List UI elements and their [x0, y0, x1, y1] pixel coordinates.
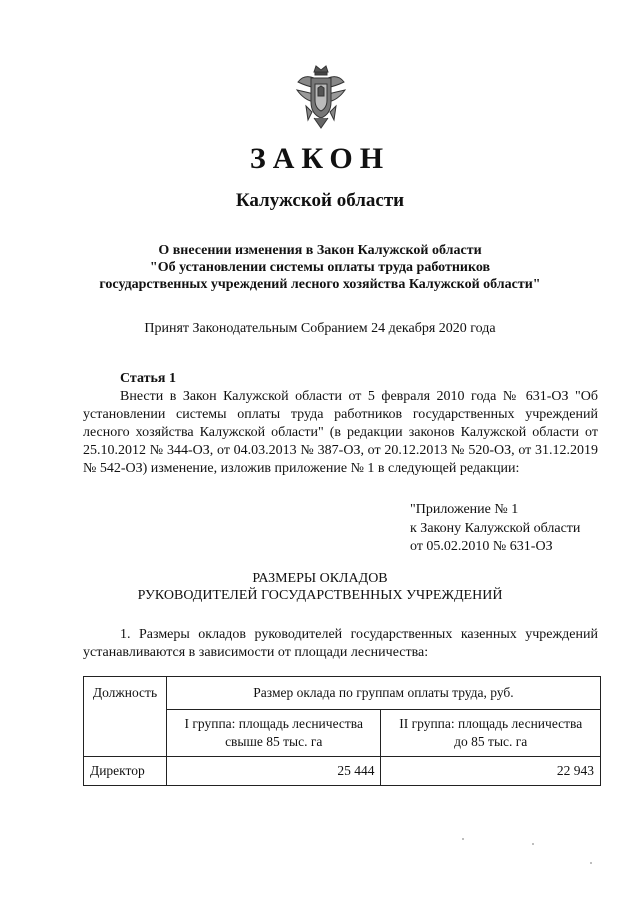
appendix-line: от 05.02.2010 № 631-ОЗ [410, 539, 553, 554]
header-group-1-line: I группа: площадь лесничества [184, 716, 363, 731]
header-group-1-line: свыше 85 тыс. га [225, 734, 323, 749]
scan-speck [532, 843, 534, 845]
sizes-heading-line: РУКОВОДИТЕЛЕЙ ГОСУДАРСТВЕННЫХ УЧРЕЖДЕНИЙ [137, 588, 503, 603]
header-salary: Размер оклада по группам оплаты труда, руб. [167, 677, 601, 710]
coat-of-arms-icon [294, 62, 348, 132]
table-header-row [84, 677, 601, 710]
document-subtitle: Калужской области [235, 190, 405, 211]
cell-position: Директор [84, 757, 167, 786]
appendix-reference [410, 501, 580, 557]
law-heading-line: "Об установлении системы оплаты труда работников [149, 260, 491, 275]
scan-speck [462, 838, 464, 840]
sizes-heading-line: РАЗМЕРЫ ОКЛАДОВ [252, 571, 388, 586]
document-title: ЗАКОН [249, 142, 391, 175]
adoption-statement: Принят Законодательным Собранием 24 декабря 2020 года [144, 321, 496, 336]
header-group-2-line: до 85 тыс. га [454, 734, 528, 749]
paragraph-1: 1. Размеры окладов руководителей государственных казенных учреждений устанавливаются в зависимости от площади лесничества: [83, 627, 598, 660]
law-heading-line: О внесении изменения в Закон Калужской области [158, 243, 482, 258]
sizes-heading [0, 570, 640, 604]
article-title: Статья 1 [120, 371, 176, 386]
article-text: Внести в Закон Калужской области от 5 февраля 2010 года № 631-ОЗ "Об установлении системы оплаты труда работников государственных учреждений лесного хозяйства Калужской области" (в редакции законов Калужской области от 25.10.2012 № 344-ОЗ, от 04.03.2013 № 387-ОЗ, от 20.12.2013 № 520-ОЗ, от 31.12.2019 № 542-ОЗ) изменение, изложив приложение № 1 в следующей редакции: [83, 389, 598, 476]
appendix-line: к Закону Калужской области [410, 520, 581, 536]
header-group-1 [167, 710, 381, 757]
header-group-2 [381, 710, 601, 757]
salary-table [83, 676, 601, 786]
law-heading [60, 242, 580, 293]
scan-speck [590, 862, 592, 864]
law-heading-line: государственных учреждений лесного хозяйства Калужской области" [99, 277, 541, 292]
header-group-2-line: II группа: площадь лесничества [399, 716, 583, 731]
table-row [84, 757, 601, 786]
cell-group-1: 25 444 [167, 757, 381, 786]
header-position: Должность [84, 677, 167, 757]
cell-group-2: 22 943 [381, 757, 601, 786]
appendix-line: "Приложение № 1 [410, 502, 519, 517]
